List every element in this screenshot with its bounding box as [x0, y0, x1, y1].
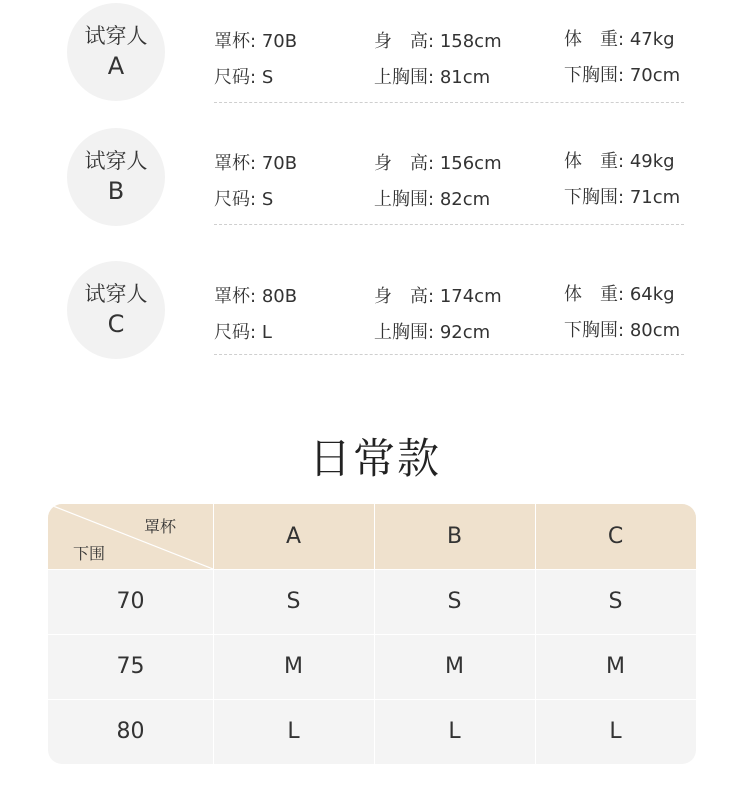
size-field — [214, 63, 273, 89]
lower-bust-field — [564, 316, 680, 342]
corner-label-band: 下围 — [73, 544, 106, 563]
lower-bust-field — [564, 183, 680, 209]
size-cell: S — [286, 589, 301, 614]
model-name: 试穿人 — [84, 149, 148, 173]
cup-label: 罩杯: — [214, 31, 257, 52]
row-band-label: 70 — [116, 589, 145, 614]
lower-bust-value: 71cm — [629, 187, 681, 208]
cup-field — [214, 282, 297, 308]
weight-field — [564, 25, 675, 51]
lower-bust-value: 80cm — [629, 320, 681, 341]
model-letter: C — [107, 310, 125, 338]
size-cell: M — [606, 654, 625, 679]
grid-line — [48, 699, 696, 700]
upper-bust-label: 上胸围: — [374, 67, 435, 88]
row-band-label: 75 — [116, 654, 145, 679]
weight-field — [564, 147, 675, 173]
column-header-c: C — [607, 524, 624, 549]
size-label: 尺码: — [214, 189, 257, 210]
model-name: 试穿人 — [84, 24, 148, 48]
upper-bust-value: 92cm — [439, 322, 491, 343]
size-cell: S — [447, 589, 462, 614]
size-cell: S — [608, 589, 623, 614]
lower-bust-label: 下胸围: — [564, 187, 625, 208]
cup-value: 80B — [261, 286, 298, 307]
model-letter: A — [107, 52, 125, 80]
cup-value: 70B — [261, 31, 298, 52]
height-value: 158cm — [439, 31, 502, 52]
model-avatar — [67, 261, 165, 359]
weight-value: 49kg — [629, 151, 675, 172]
corner-label-cup: 罩杯 — [144, 517, 177, 536]
lower-bust-field — [564, 61, 680, 87]
model-row-b — [0, 115, 750, 225]
height-label: 身 高: — [374, 31, 435, 52]
size-value: S — [261, 67, 274, 88]
size-label: 尺码: — [214, 322, 257, 343]
cup-value: 70B — [261, 153, 298, 174]
column-header-a: A — [285, 524, 302, 549]
upper-bust-field — [374, 318, 490, 344]
model-row-a — [0, 0, 750, 104]
weight-label: 体 重: — [564, 151, 625, 172]
model-avatar — [67, 3, 165, 101]
height-field — [374, 149, 502, 175]
lower-bust-label: 下胸围: — [564, 320, 625, 341]
model-name: 试穿人 — [84, 282, 148, 306]
divider — [214, 354, 684, 355]
lower-bust-value: 70cm — [629, 65, 681, 86]
size-value: S — [261, 189, 274, 210]
section-title: 日常款 — [308, 434, 441, 483]
upper-bust-value: 82cm — [439, 189, 491, 210]
divider — [214, 102, 684, 103]
row-band-label: 80 — [116, 719, 145, 744]
weight-field — [564, 280, 675, 306]
size-cell: L — [448, 719, 461, 744]
size-field — [214, 318, 272, 344]
size-label: 尺码: — [214, 67, 257, 88]
height-field — [374, 27, 502, 53]
upper-bust-field — [374, 185, 490, 211]
model-letter: B — [107, 177, 125, 205]
upper-bust-label: 上胸围: — [374, 322, 435, 343]
weight-label: 体 重: — [564, 284, 625, 305]
height-label: 身 高: — [374, 153, 435, 174]
model-avatar — [67, 128, 165, 226]
column-header-b: B — [446, 524, 463, 549]
lower-bust-label: 下胸围: — [564, 65, 625, 86]
divider — [214, 224, 684, 225]
height-label: 身 高: — [374, 286, 435, 307]
upper-bust-field — [374, 63, 490, 89]
cup-field — [214, 149, 297, 175]
weight-label: 体 重: — [564, 29, 625, 50]
upper-bust-value: 81cm — [439, 67, 491, 88]
cup-field — [214, 27, 297, 53]
size-cell: L — [609, 719, 622, 744]
size-cell: L — [287, 719, 300, 744]
weight-value: 64kg — [629, 284, 675, 305]
cup-label: 罩杯: — [214, 286, 257, 307]
model-row-c — [0, 248, 750, 358]
cup-label: 罩杯: — [214, 153, 257, 174]
upper-bust-label: 上胸围: — [374, 189, 435, 210]
height-field — [374, 282, 502, 308]
grid-line — [48, 569, 696, 570]
height-value: 174cm — [439, 286, 502, 307]
grid-line — [48, 634, 696, 635]
height-value: 156cm — [439, 153, 502, 174]
size-field — [214, 185, 273, 211]
weight-value: 47kg — [629, 29, 675, 50]
size-cell: M — [284, 654, 303, 679]
size-cell: M — [445, 654, 464, 679]
size-table — [48, 504, 696, 764]
size-value: L — [261, 322, 272, 343]
